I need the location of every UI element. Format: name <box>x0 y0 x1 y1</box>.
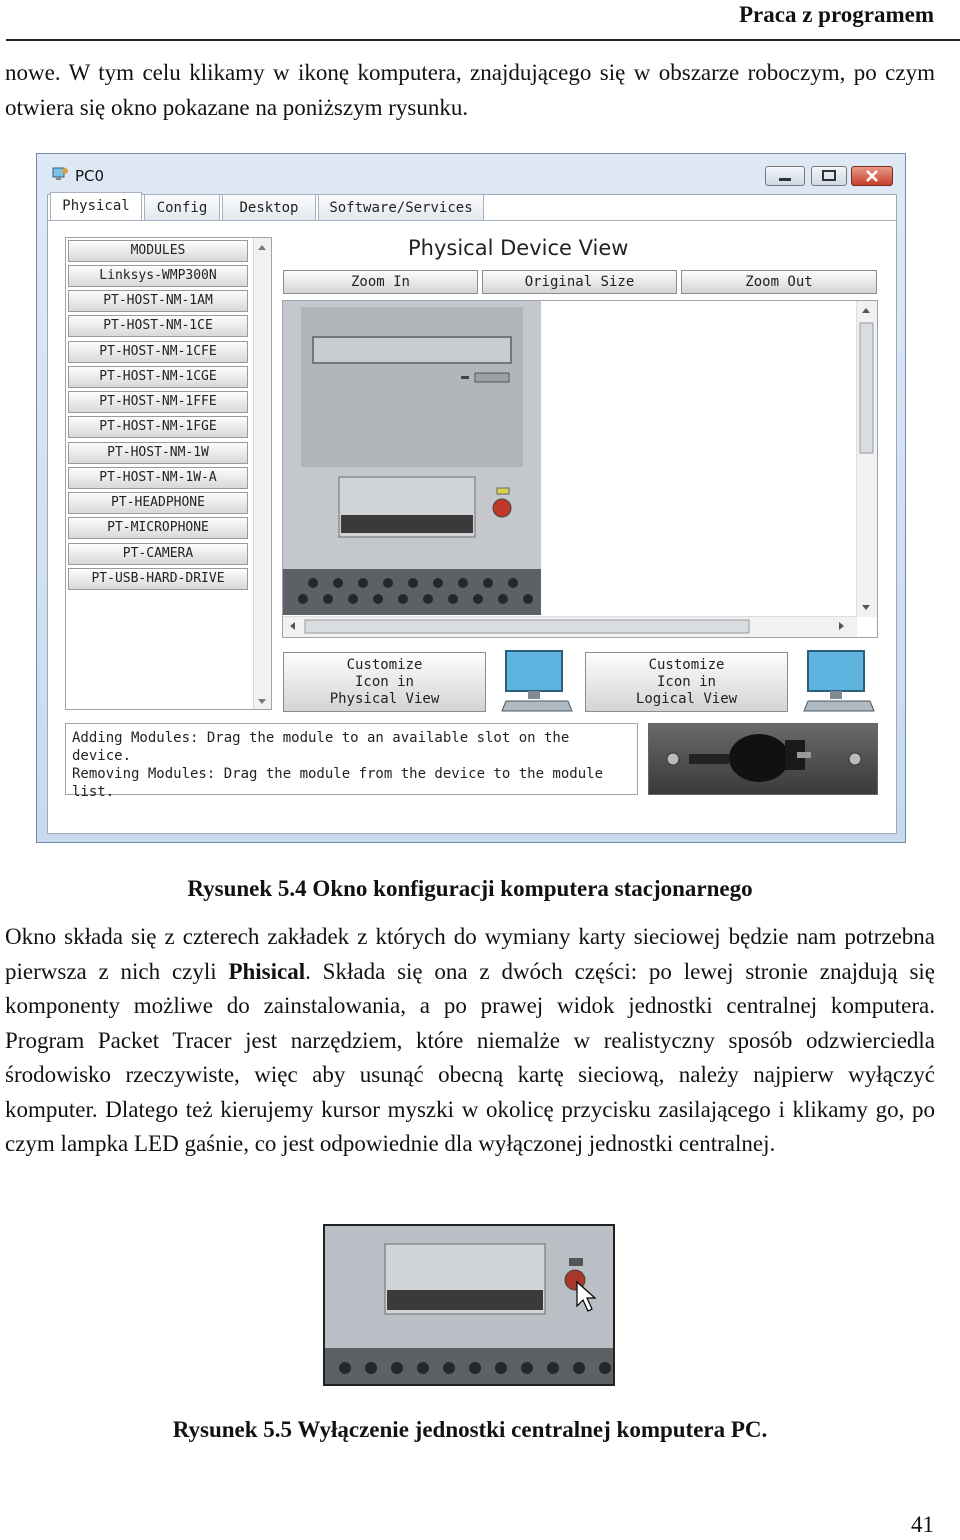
maximize-icon <box>812 167 846 185</box>
para-text: . Składa się ona z dwóch części: po lewej stronie znajdują się komponenty możliwe do zainstalowania, a po prawej widok jednostki centralnej komputera. Program Packet Tracer jest narzędziem, które niemalże w realistyczny sposób odzwierciedla środowisko rzeczywiste, więc aby usunąć obecną kartę sieciową, należy najpierw wyłączyć komputer. Dlatego też kierujemy kursor myszki w okolicę przycisku zasilającego i klikamy go, po czym lampka LED gaśnie, co jest odpowiednie dla wyłączonej jednostki centralnej. <box>5 958 935 1156</box>
power-led <box>497 488 509 494</box>
customize-label: Icon in <box>656 674 716 690</box>
module-item[interactable]: PT-MICROPHONE <box>68 517 248 539</box>
module-instructions <box>65 723 638 800</box>
tab-config[interactable]: Config <box>144 194 220 220</box>
device-view <box>282 300 878 638</box>
pc-icon-logical <box>800 647 880 717</box>
module-item[interactable]: PT-CAMERA <box>68 543 248 565</box>
zoom-in-button[interactable]: Zoom In <box>283 270 478 294</box>
figure-caption: Rysunek 5.4 Okno konfiguracji komputera stacjonarnego <box>187 876 753 901</box>
header-rule <box>6 39 960 41</box>
para-bold-term: Phisical <box>228 958 306 984</box>
module-item[interactable]: PT-HOST-NM-1CGE <box>68 366 248 388</box>
running-header: Praca z programem <box>739 2 934 27</box>
module-item[interactable]: PT-USB-HARD-DRIVE <box>68 568 248 590</box>
close-button[interactable] <box>851 166 893 186</box>
scroll-arrows-icon <box>254 238 270 711</box>
module-item[interactable]: PT-HOST-NM-1FFE <box>68 391 248 413</box>
window-title: PC0 <box>75 167 105 185</box>
network-module-icon <box>649 724 877 794</box>
pc-front-closeup <box>325 1226 613 1384</box>
module-item[interactable]: Linksys-WMP300N <box>68 265 248 287</box>
module-item[interactable]: PT-HOST-NM-1AM <box>68 290 248 312</box>
device-view-vscroll[interactable] <box>856 301 877 617</box>
pc-case-image <box>283 301 541 615</box>
original-size-button[interactable]: Original Size <box>482 270 677 294</box>
modules-header: MODULES <box>68 240 248 262</box>
instruction-removing: Removing Modules: Drag the module from the device to the module list. <box>72 766 604 800</box>
modules-list <box>65 237 272 710</box>
customize-label: Logical View <box>635 691 738 707</box>
module-preview-image <box>648 723 878 795</box>
module-item[interactable]: PT-HEADPHONE <box>68 492 248 514</box>
power-button[interactable] <box>493 499 511 517</box>
intro-paragraph: nowe. W tym celu klikamy w ikonę komputera, znajdującego się w obszarze roboczym, po czym otwiera się okno pokazane na poniższym rysunku. <box>5 60 935 120</box>
customize-label: Icon in <box>354 674 414 690</box>
module-item[interactable]: PT-HOST-NM-1W <box>68 442 248 464</box>
minimize-button[interactable] <box>765 166 805 186</box>
tab-physical[interactable]: Physical <box>50 192 142 220</box>
customize-label: Physical View <box>329 691 440 707</box>
tab-desktop[interactable]: Desktop <box>222 194 316 220</box>
figure-caption: Rysunek 5.5 Wyłączenie jednostki centralnej komputera PC. <box>172 1417 768 1442</box>
module-item[interactable]: PT-HOST-NM-1W-A <box>68 467 248 489</box>
pc0-window <box>36 153 906 843</box>
customize-label: Customize <box>648 657 725 673</box>
maximize-button[interactable] <box>811 166 847 186</box>
device-view-hscroll[interactable] <box>283 616 857 637</box>
module-item[interactable]: PT-HOST-NM-1CE <box>68 315 248 337</box>
hscroll-icon <box>283 617 857 636</box>
instruction-adding: Adding Modules: Drag the module to an available slot on the device. <box>72 730 570 764</box>
module-item[interactable]: PT-HOST-NM-1FGE <box>68 416 248 438</box>
page-number: 41 <box>911 1512 934 1537</box>
zoom-out-button[interactable]: Zoom Out <box>681 270 877 294</box>
module-item[interactable]: PT-HOST-NM-1CFE <box>68 341 248 363</box>
customize-label: Customize <box>346 657 423 673</box>
modules-scrollbar[interactable] <box>253 238 271 709</box>
pc-app-icon <box>51 166 69 184</box>
power-led-off <box>569 1258 583 1266</box>
tab-software-services[interactable]: Software/Services <box>318 194 484 220</box>
body-paragraph <box>5 920 935 1162</box>
customize-physical-button[interactable] <box>283 652 486 712</box>
pc-icon-physical <box>498 647 578 717</box>
physical-device-view-title: Physical Device View <box>408 236 629 260</box>
vscroll-icon <box>857 301 876 617</box>
window-client <box>47 194 897 834</box>
power-off-figure <box>323 1224 615 1386</box>
close-icon <box>852 167 892 185</box>
para-text: Okno składa się z czterech zakładek z których do wymiany karty sieciowej będzie nam potrzebna pierwsza z nich czyli <box>5 924 935 984</box>
minimize-icon <box>766 167 804 185</box>
customize-logical-button[interactable] <box>585 652 788 712</box>
